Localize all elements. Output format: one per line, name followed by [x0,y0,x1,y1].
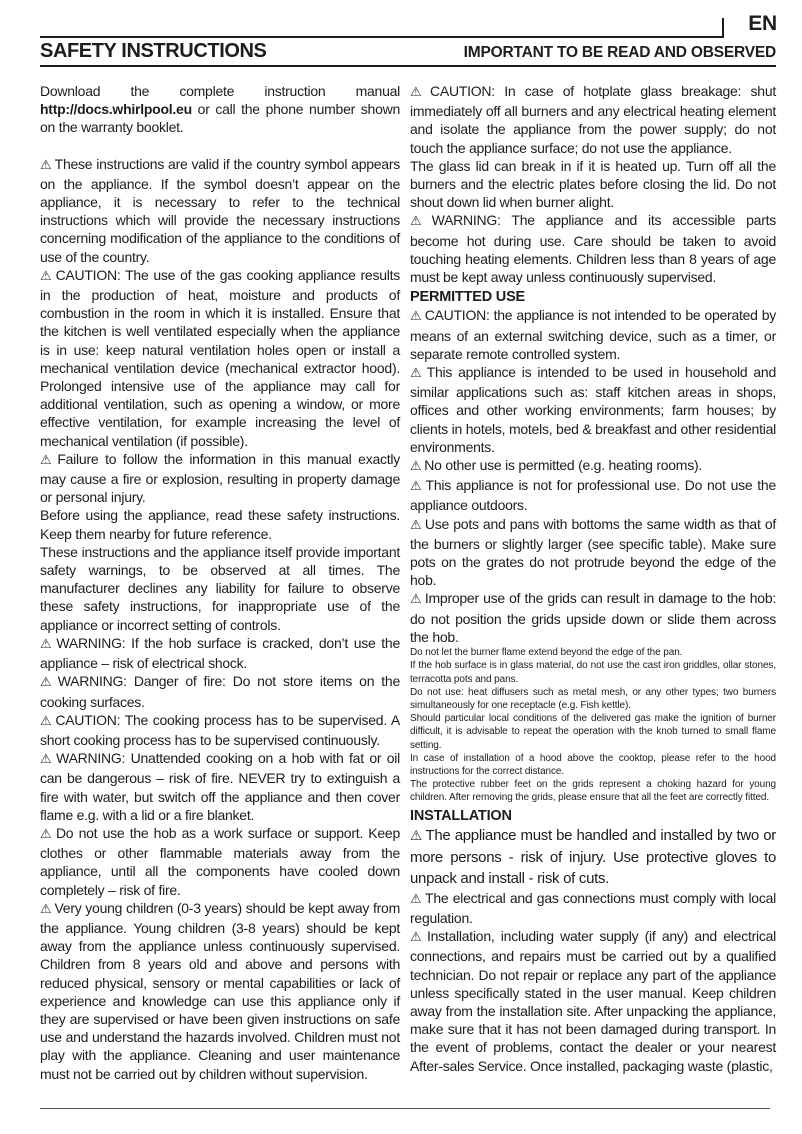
text: Failure to follow the information in this manual exactly may cause a fire or explosion, resulting in property damage or personal injury. [40,450,400,506]
paragraph [40,543,400,634]
column-right [410,82,776,1083]
paragraph [410,82,776,157]
text: These instructions and the appliance itself provide important safety warnings, to be observed at all times. The manufacturer declines any liability for failure to observe these safety instructions, for inappropriate use of the appliance or incorrect setting of controls. [40,543,400,633]
paragraph [410,752,776,778]
warning-icon: ⚠ [410,827,423,844]
paragraph [410,712,776,752]
paragraph [410,825,776,889]
bold-text: PERMITTED USE [410,289,526,306]
paragraph [40,749,400,824]
paragraph [40,824,400,899]
text: Do not let the burner flame extend beyond the edge of the pan. [410,647,683,659]
page-title: SAFETY INSTRUCTIONS [40,40,267,62]
text: In case of installation of a hood above the cooktop, please refer to the hood instructions for the correct distance. [410,752,776,777]
language-badge: EN [748,12,777,35]
paragraph [40,450,400,507]
paragraph [40,506,400,542]
text: Very young children (0-3 years) should be kept away from the appliance. Young children (3-8 years) should be kept away from the appliance unless continuously supervised. Children from 8 years old and above and persons with reduced physical, sensory or mental capabilities or lack of experience and knowledge can use this appliance only if they are supervised or have been given instructions on safe use and understand the hazards involved. Children must not play with the appliance. Cleaning and user maintenance must not be carried out by children without supervision. [40,899,400,1082]
paragraph [410,211,776,286]
content [40,82,776,1083]
text: This appliance is intended to be used in household and similar applications such as: staff kitchen areas in shops, offices and other working environments; farm houses; by clients in hotels, motels, bed & breakfast and other residential environments. [410,364,777,455]
header-top-rule [40,36,724,38]
warning-icon: ⚠ [40,268,53,284]
warning-icon: ⚠ [40,636,54,652]
warning-icon: ⚠ [410,309,422,325]
paragraph [410,646,776,659]
text: Use pots and pans with bottoms the same width as that of the burners or slightly larger (see specific table). Make sure pots on the grates do not protrude beyond the edge of the hob. [410,515,776,589]
paragraph [410,157,776,212]
paragraph [40,899,400,1083]
text: The appliance must be handled and installed by two or more persons - risk of injury. Use protective gloves to unpack and install - risk of cuts. [410,826,776,887]
text: The glass lid can break in if it is heated up. Turn off all the burners and the electric plates before closing the lid. Do not shout down lid when burner alight. [410,157,776,211]
warning-icon: ⚠ [410,479,423,495]
warning-icon: ⚠ [40,713,53,729]
header-rule-tick [722,18,724,38]
paragraph [410,659,776,685]
section-heading [410,807,776,825]
paragraph [40,711,400,749]
text: If the hob surface is in glass material, do not use the cast iron griddles, ollar stones, terracotta pots and pans. [410,660,776,685]
warning-icon: ⚠ [410,214,429,230]
paragraph [40,634,400,672]
warning-icon: ⚠ [40,452,55,468]
paragraph [410,778,776,804]
warning-icon: ⚠ [410,366,424,382]
warning-icon: ⚠ [40,752,54,768]
warning-icon: ⚠ [40,675,55,691]
paragraph [410,306,776,363]
footer-rule [40,1108,770,1109]
text: The electrical and gas connections must comply with local regulation. [410,889,776,926]
text: WARNING: Danger of fire: Do not store items on the cooking surfaces. [40,673,401,710]
text: This appliance is not for professional use. Do not use the appliance outdoors. [410,477,776,514]
text: Installation, including water supply (if any) and electrical connections, and repairs must be carried out by a qualified technician. Do not repair or replace any part of the appliance unless specifically stated in the user manual. Keep children away from the installation site. After unpacking the appliance, make sure that it has not been damaged during transport. In the event of problems, contact the dealer or your nearest After-sales Service. Once installed, packaging waste (plastic, [410,928,777,1074]
warning-icon: ⚠ [40,157,52,173]
column-left [40,82,400,1083]
warning-icon: ⚠ [410,459,422,475]
bold-text: http://docs.whirlpool.eu [40,101,192,118]
paragraph [40,82,400,137]
text: or call the phone number shown on the warranty booklet. [40,101,400,136]
text: Should particular local conditions of the delivered gas make the ignition of burner difficult, it is advisable to repeat the operation with the knob turned to small flame setting. [410,713,776,751]
paragraph [410,589,776,646]
paragraph [410,363,776,456]
text: CAUTION: The use of the gas cooking appliance results in the production of heat, moisture and products of combustion in the room in which it is installed. Ensure that the kitchen is well ventilated especially when the appliance is in use: keep natural ventilation holes open or install a mechanical ventilation device (mechanical extractor hood). Prolonged intensive use of the appliance may call for additional ventilation, such as opening a window, or more effective ventilation, for example increasing the level of mechanical ventilation (if possible). [40,266,400,449]
text: Before using the appliance, read these safety instructions. Keep them nearby for future reference. [40,507,400,542]
paragraph [410,515,776,590]
text: The protective rubber feet on the grids represent a choking hazard for young children. After removing the grids, please ensure that all the feet are correctly fitted. [410,779,776,804]
warning-icon: ⚠ [40,826,53,842]
text: Do not use: heat diffusers such as metal mesh, or any other types; two burners simultaneously for one receptacle (e.g. Fish kettle). [410,686,776,711]
warning-icon: ⚠ [410,85,428,100]
text: Download the complete instruction manual [40,83,400,99]
paragraph [410,686,776,712]
warning-icon: ⚠ [410,930,424,946]
paragraph [410,927,776,1075]
header [40,40,776,63]
header-bottom-rule [40,65,776,67]
paragraph [40,672,400,710]
section-heading [410,288,776,306]
page-subtitle: IMPORTANT TO BE READ AND OBSERVED [463,44,776,61]
warning-icon: ⚠ [410,592,422,608]
text: WARNING: If the hob surface is cracked, don’t use the appliance – risk of electrical shock. [40,634,401,672]
text: CAUTION: The cooking process has to be supervised. A short cooking process has to be supervised continuously. [40,711,400,748]
warning-icon: ⚠ [410,891,423,907]
paragraph [410,476,776,514]
text: Do not use the hob as a work surface or support. Keep clothes or other flammable materials away from the appliance, until all the components have cooled down completely – risk of fire. [40,824,400,898]
text: No other use is permitted (e.g. heating rooms). [424,457,703,474]
text: WARNING: The appliance and its accessible parts become hot during use. Care should be taken to avoid touching heating elements. Children less than 8 years of age must be kept away unless continuously supervised. [410,212,776,286]
text: Improper use of the grids can result in damage to the hob: do not position the grids upside down or slide them across the hob. [410,590,777,645]
text: WARNING: Unattended cooking on a hob with fat or oil can be dangerous – risk of fire. NEVER try to extinguish a fire with water, but switch off the appliance and then cover flame e.g. with a lid or a fire blanket. [40,750,400,823]
text: CAUTION: the appliance is not intended to be operated by means of an external switching device, such as a timer, or separate remote controlled system. [410,307,777,362]
text: CAUTION: In case of hotplate glass breakage: shut immediately off all burners and any electrical heating element and isolate the appliance from the power supply; do not touch the appliance surface; do not use the appliance. [410,83,777,156]
paragraph [40,266,400,450]
bold-text: INSTALLATION [410,807,512,824]
paragraph [410,456,776,476]
paragraph [410,889,776,927]
warning-icon: ⚠ [40,901,52,917]
paragraph [40,155,400,266]
text: These instructions are valid if the country symbol appears on the appliance. If the symbol doesn’t appear on the appliance, it is necessary to refer to the technical instructions which will provide the necessary instructions concerning modification of the appliance to the conditions of use of the country. [40,155,401,265]
warning-icon: ⚠ [410,517,422,533]
